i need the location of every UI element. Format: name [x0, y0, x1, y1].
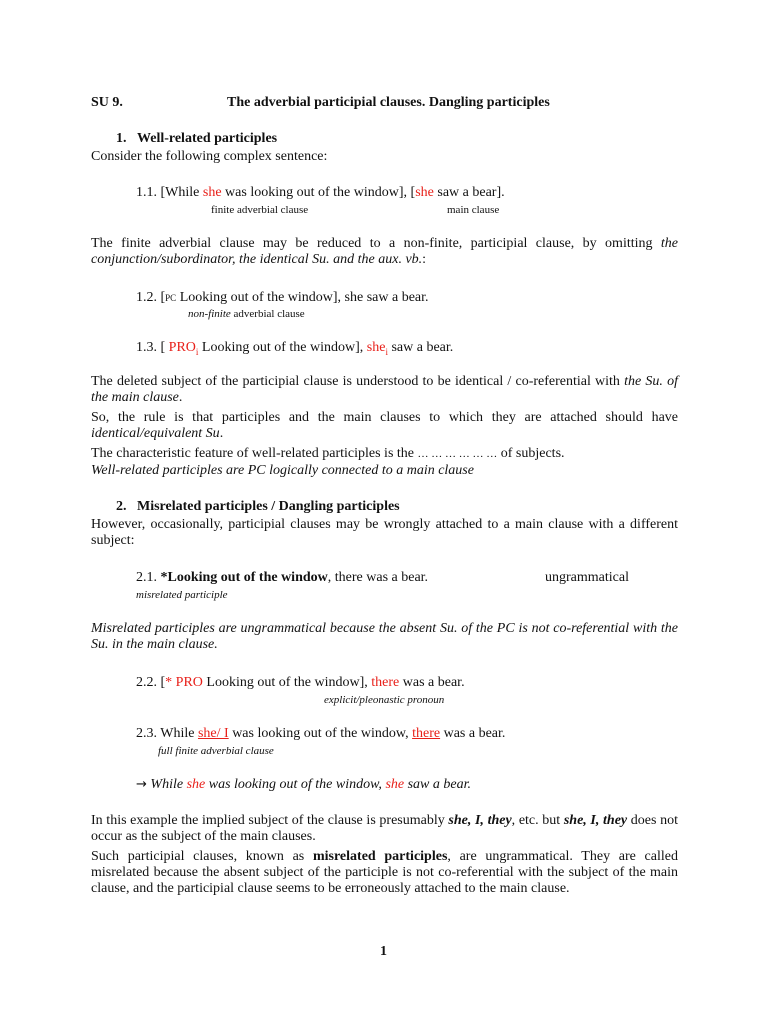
section-1-number: 1. [116, 131, 127, 146]
paragraph-well-related-definition: Well-related participles are PC logically connected to a main clause [91, 463, 474, 478]
highlight-she-i: she/ I [197, 726, 229, 741]
paragraph-text: The finite adverbial clause may be reduced to a non-finite, participial clause, by omitting [91, 236, 661, 251]
example-1-3-end: saw a bear. [387, 340, 454, 355]
example-2-3-end: was a bear. [440, 726, 506, 741]
paragraph-bold: misrelated participles [312, 849, 448, 864]
index-subscript: i [195, 346, 199, 357]
verdict-ungrammatical: ungrammatical [545, 570, 629, 585]
paragraph-text: So, the rule is that participles and the main clauses to which they are attached should have [91, 410, 678, 425]
example-1-1-end: saw a bear]. [433, 185, 505, 200]
fill-in-blank: … … … … … … [417, 448, 498, 460]
section-1-heading [116, 131, 277, 147]
example-2-1-bold: *Looking out of the window [160, 570, 328, 585]
corrected-example [136, 777, 471, 793]
label-italic: non-finite [188, 308, 231, 320]
paragraph-end: . [219, 426, 224, 441]
paragraph-deleted-subject [91, 374, 678, 406]
paragraph-end: : [422, 252, 427, 267]
highlight-she: she [202, 185, 222, 200]
highlight-she: she [186, 777, 206, 792]
example-1-2-text: Looking out of the window], she saw a bear. [176, 290, 429, 305]
paragraph-text: Such participial clauses, known as [91, 849, 313, 864]
highlight-there: there [412, 726, 441, 741]
label-finite-adverbial-clause: finite adverbial clause [211, 204, 309, 216]
example-1-1-number: 1.1. [While [136, 185, 203, 200]
example-1-3-text: Looking out of the window], [198, 340, 367, 355]
paragraph-text: , are ungrammatical. They are called misrelated because the absent subject of the participle is not co-referential with the subject of the main clause, and the participial clause seems to be erroneously attached to the main clause. [91, 849, 678, 896]
paragraph-text: does not occur as the subject of the main clauses. [91, 813, 678, 844]
paragraph-text: The characteristic feature of well-related participles is the [91, 446, 414, 461]
index-subscript: i [385, 346, 388, 357]
example-1-1-text: was looking out of the window], [ [221, 185, 416, 200]
paragraph-text: The deleted subject of the participial clause is understood to be identical / co-referential with [91, 374, 625, 389]
example-1-2-number: 1.2. [ [136, 290, 166, 305]
section-2-title: Misrelated participles / Dangling participles [137, 499, 400, 514]
label-main-clause: main clause [447, 204, 500, 216]
paragraph-reduction [91, 236, 678, 268]
example-2-1-number: 2.1. [136, 570, 161, 585]
section-1-title: Well-related participles [137, 131, 278, 146]
example-1-3 [136, 340, 453, 356]
section-1-intro: Consider the following complex sentence: [91, 149, 328, 164]
example-2-3 [136, 726, 505, 742]
paragraph-italic: identical/equivalent Su [91, 426, 220, 441]
example-2-1-text: , there was a bear. [327, 570, 429, 585]
paragraph-misrelated-definition: Misrelated participles are ungrammatical because the absent Su. of the PC is not co-referential with the Su. in the main clause. [91, 621, 678, 652]
corrected-text: While [146, 777, 187, 792]
example-2-3-text: was looking out of the window, [228, 726, 413, 741]
label-non-finite-adverbial-clause [188, 306, 305, 322]
example-2-3-number: 2.3. While [136, 726, 198, 741]
paragraph-end: of subjects. [497, 446, 565, 461]
arrow-right-icon: → [136, 777, 147, 792]
page-title: The adverbial participial clauses. Dangling participles [227, 95, 550, 110]
example-1-2 [136, 290, 429, 306]
section-2-intro: However, occasionally, participial clauses may be wrongly attached to a main clause with a different subject: [91, 517, 678, 548]
highlight-she: she [385, 777, 405, 792]
label-misrelated-participle: misrelated participle [136, 589, 228, 601]
paragraph-bold-italic: she, I, they [563, 813, 628, 828]
corrected-text: saw a bear. [404, 777, 472, 792]
unit-code: SU 9. [91, 95, 123, 110]
paragraph-text: In this example the implied subject of the clause is presumably [91, 813, 449, 828]
highlight-there: there [371, 675, 400, 690]
paragraph-misrelated-explanation [91, 849, 678, 897]
page-number: 1 [380, 944, 387, 959]
paragraph-characteristic [91, 446, 565, 462]
paragraph-text: , etc. but [511, 813, 564, 828]
paragraph-implied-subject [91, 813, 678, 845]
example-1-3-number: 1.3. [ [136, 340, 169, 355]
example-1-1 [136, 185, 505, 201]
example-2-2-text: Looking out of the window], [202, 675, 372, 690]
highlight-she: she [415, 185, 434, 200]
example-2-2-number: 2.2. [ [136, 675, 166, 690]
section-2-number: 2. [116, 499, 127, 514]
highlight-she: she [366, 340, 386, 355]
label-rest: adverbial clause [230, 308, 305, 320]
paragraph-italic: the conjunction/subordinator, the identical Su. and the aux. vb. [91, 236, 678, 267]
pc-marker: PC [165, 293, 177, 303]
paragraph-bold-italic: she, I, they [448, 813, 512, 828]
example-2-2 [136, 675, 465, 691]
section-2-heading [116, 499, 400, 515]
example-2-1 [136, 570, 428, 586]
highlight-pro: PRO [168, 340, 196, 355]
example-2-2-end: was a bear. [399, 675, 465, 690]
paragraph-italic: the Su. of the main clause [91, 374, 678, 405]
paragraph-rule [91, 410, 678, 442]
label-full-finite-adverbial-clause: full finite adverbial clause [158, 745, 274, 757]
corrected-text: was looking out of the window, [205, 777, 386, 792]
paragraph-end: . [178, 390, 183, 405]
label-pleonastic-pronoun: explicit/pleonastic pronoun [324, 694, 445, 706]
highlight-pro: * PRO [165, 675, 203, 690]
